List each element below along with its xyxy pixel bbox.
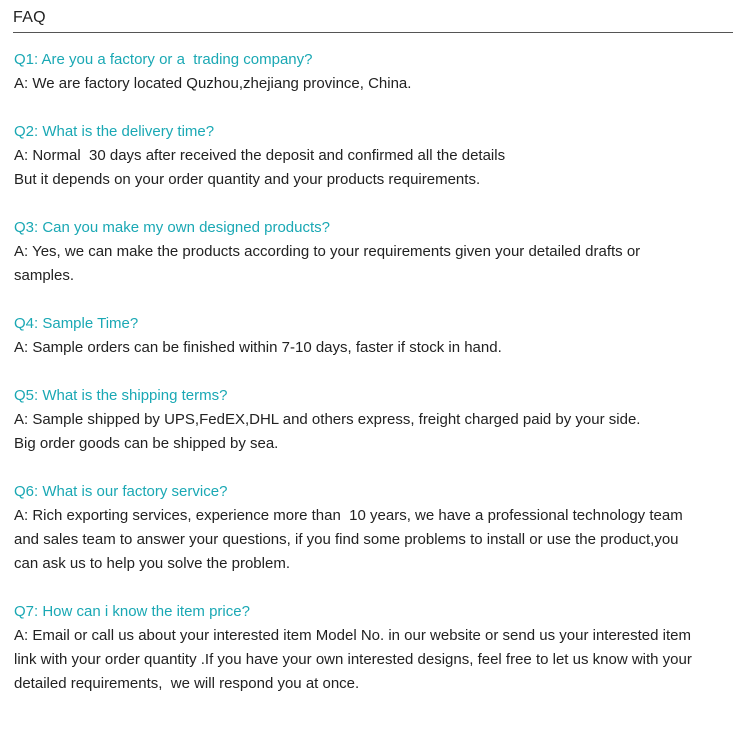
faq-question: Q1: Are you a factory or a trading company? <box>14 51 313 68</box>
faq-item-5 <box>14 384 742 456</box>
faq-question: Q3: Can you make my own designed products? <box>14 219 331 236</box>
faq-answer-line: A: Sample shipped by UPS,FedEX,DHL and others express, freight charged paid by your side. <box>14 411 641 428</box>
faq-answer-line: A: We are factory located Quzhou,zhejiang province, China. <box>14 75 412 92</box>
faq-answer-line: samples. <box>14 267 75 284</box>
faq-question: Q2: What is the delivery time? <box>14 123 215 140</box>
faq-list <box>14 48 742 720</box>
faq-answer-line: A: Rich exporting services, experience more than 10 years, we have a professional technology team <box>14 507 683 524</box>
faq-answer-line: can ask us to help you solve the problem. <box>14 555 290 572</box>
faq-question: Q6: What is our factory service? <box>14 483 228 500</box>
faq-answer-line: A: Normal 30 days after received the deposit and confirmed all the details <box>14 147 506 164</box>
faq-answer-line: link with your order quantity .If you have your own interested designs, feel free to let us know with your <box>14 651 692 668</box>
faq-item-4 <box>14 312 742 360</box>
faq-answer-line: A: Sample orders can be finished within 7-10 days, faster if stock in hand. <box>14 339 502 356</box>
faq-answer-line: detailed requirements, we will respond you at once. <box>14 675 360 692</box>
faq-answer-line: A: Yes, we can make the products according to your requirements given your detailed drafts or <box>14 243 641 260</box>
faq-answer-line: Big order goods can be shipped by sea. <box>14 435 279 452</box>
faq-answer-line: But it depends on your order quantity and your products requirements. <box>14 171 481 188</box>
faq-item-6 <box>14 480 742 576</box>
faq-item-7 <box>14 600 742 696</box>
faq-title: FAQ <box>13 9 46 26</box>
faq-item-3 <box>14 216 742 288</box>
faq-answer-line: and sales team to answer your questions, if you find some problems to install or use the product,you <box>14 531 679 548</box>
faq-question: Q4: Sample Time? <box>14 315 139 332</box>
faq-question: Q7: How can i know the item price? <box>14 603 250 620</box>
faq-question: Q5: What is the shipping terms? <box>14 387 228 404</box>
faq-answer-line: A: Email or call us about your interested item Model No. in our website or send us your interested item <box>14 627 691 644</box>
faq-item-2 <box>14 120 742 192</box>
faq-item-1 <box>14 48 742 96</box>
faq-header <box>13 8 733 33</box>
